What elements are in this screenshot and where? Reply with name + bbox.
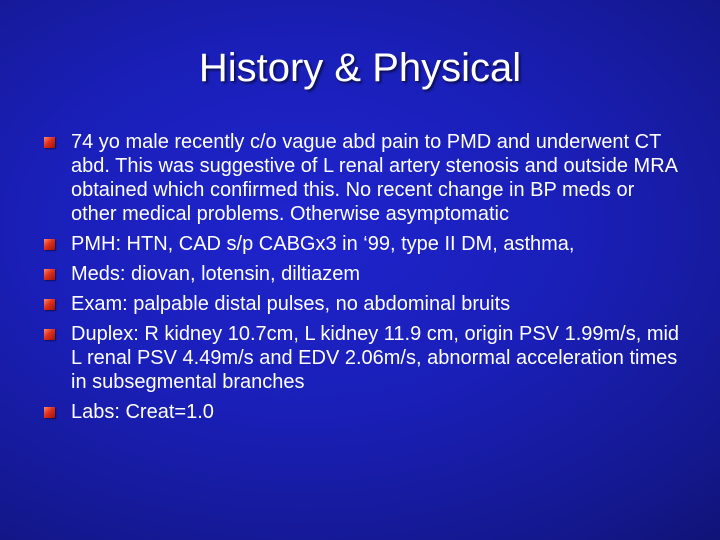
list-item — [44, 322, 684, 394]
list-item — [44, 292, 684, 316]
bullet-list — [44, 130, 684, 430]
square-bullet-icon — [44, 269, 55, 280]
list-item — [44, 232, 684, 256]
square-bullet-icon — [44, 407, 55, 418]
list-item — [44, 400, 684, 424]
bullet-text: Exam: palpable distal pulses, no abdominal bruits — [71, 293, 511, 315]
square-bullet-icon — [44, 299, 55, 310]
square-bullet-icon — [44, 137, 55, 148]
square-bullet-icon — [44, 329, 55, 340]
square-bullet-icon — [44, 239, 55, 250]
bullet-text: Labs: Creat=1.0 — [71, 401, 214, 423]
bullet-text: Duplex: R kidney 10.7cm, L kidney 11.9 cm, origin PSV 1.99m/s, mid L renal PSV 4.49m/s and EDV 2.06m/s, abnormal acceleration times in subsegmental branches — [71, 323, 680, 393]
bullet-text: 74 yo male recently c/o vague abd pain to PMD and underwent CT abd. This was suggestive of L renal artery stenosis and outside MRA obtained which confirmed this. No recent change in BP meds or other medical problems. Otherwise asymptomatic — [71, 131, 677, 225]
list-item — [44, 130, 684, 226]
bullet-text: PMH: HTN, CAD s/p CABGx3 in ‘99, type II DM, asthma, — [71, 233, 575, 255]
slide-title: History & Physical — [198, 46, 522, 90]
bullet-text: Meds: diovan, lotensin, diltiazem — [71, 263, 361, 285]
list-item — [44, 262, 684, 286]
